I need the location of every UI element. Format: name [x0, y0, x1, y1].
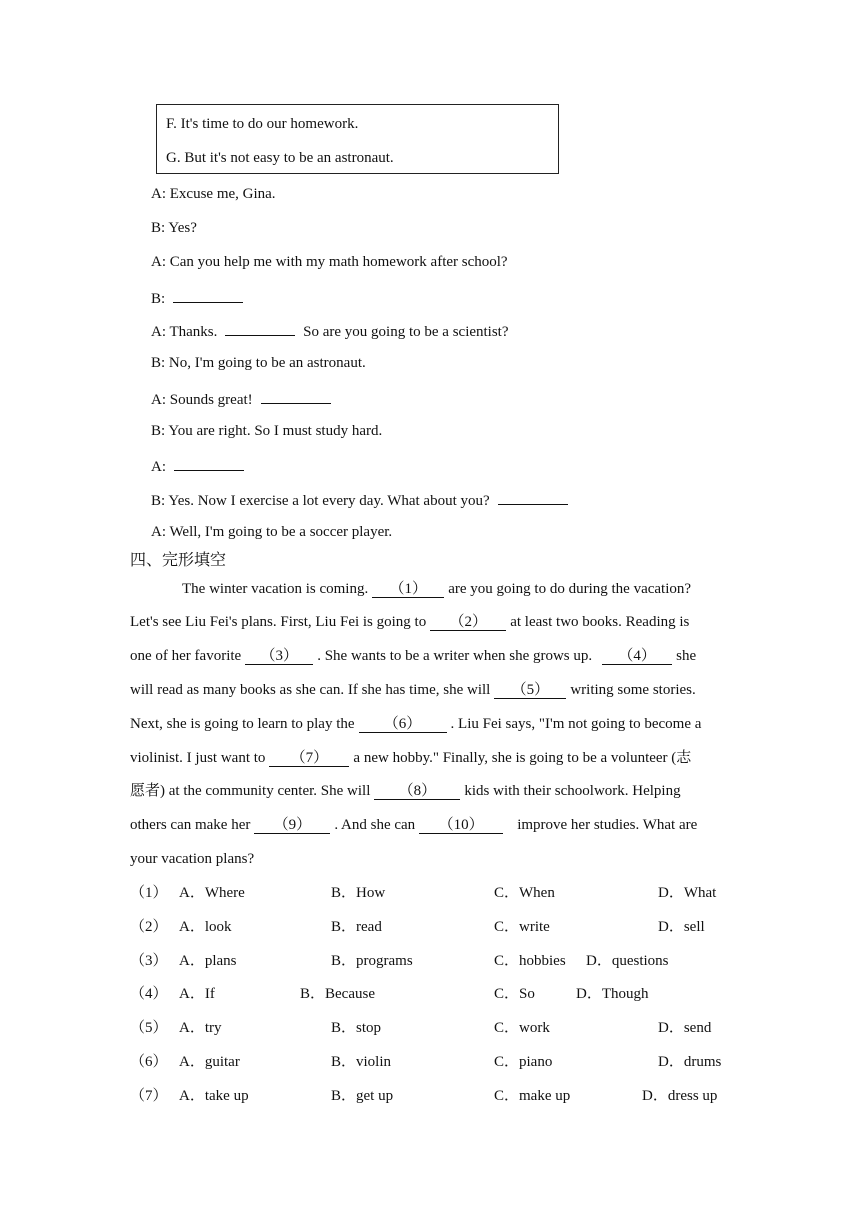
cloze-blank-6[interactable]: （6）	[359, 716, 447, 733]
cloze-blank-1[interactable]: （1）	[372, 581, 444, 598]
passage-line: one of her favorite （3） . She wants to be a writer when she grows up. （4） she	[130, 648, 697, 664]
choice-b[interactable]: B．read	[331, 919, 382, 935]
choice-c[interactable]: C．piano	[494, 1054, 553, 1070]
answer-blank[interactable]	[225, 320, 295, 336]
choice-d[interactable]: D．questions	[586, 953, 669, 969]
cloze-blank-5[interactable]: （5）	[494, 682, 566, 699]
dialogue-line: B: Yes?	[151, 220, 197, 236]
passage-line: 愿者) at the community center. She will （8） kids with their schoolwork. Helping	[130, 783, 681, 799]
cloze-blank-7[interactable]: （7）	[269, 750, 349, 767]
passage-line: others can make her （9） . And she can （10） improve her studies. What are	[130, 817, 698, 833]
dialogue-line: A: Thanks. So are you going to be a scientist?	[151, 320, 509, 341]
cloze-blank-8[interactable]: （8）	[374, 783, 460, 800]
dialogue-line: B: Yes. Now I exercise a lot every day. What about you?	[151, 489, 572, 510]
answer-blank[interactable]	[261, 388, 331, 404]
section-title: 四、完形填空	[130, 550, 227, 569]
dialogue-line: B: No, I'm going to be an astronaut.	[151, 355, 366, 371]
choice-a[interactable]: A．Where	[179, 885, 245, 901]
choice-b[interactable]: B．Because	[300, 986, 375, 1002]
choice-c[interactable]: C．When	[494, 885, 555, 901]
choice-c[interactable]: C．make up	[494, 1088, 571, 1104]
passage-line: violinist. I just want to （7） a new hobby." Finally, she is going to be a volunteer (志	[130, 750, 692, 766]
dialogue-line: A: Well, I'm going to be a soccer player.	[151, 524, 393, 540]
cloze-blank-4[interactable]: （4）	[602, 648, 672, 665]
question-number: （2）	[130, 919, 168, 935]
choice-d[interactable]: D．What	[658, 885, 717, 901]
choice-d[interactable]: D．dress up	[642, 1088, 718, 1104]
question-number: （7）	[130, 1088, 168, 1104]
choice-a[interactable]: A．plans	[179, 953, 237, 969]
choice-a[interactable]: A．If	[179, 986, 215, 1002]
choice-d[interactable]: D．send	[658, 1020, 712, 1036]
passage-line: Let's see Liu Fei's plans. First, Liu Fei is going to （2） at least two books. Reading is	[130, 614, 690, 630]
dialogue-line: B: You are right. So I must study hard.	[151, 423, 383, 439]
choice-a[interactable]: A．try	[179, 1020, 222, 1036]
answer-blank[interactable]	[498, 489, 568, 505]
choice-b[interactable]: B．get up	[331, 1088, 394, 1104]
cloze-blank-9[interactable]: （9）	[254, 817, 330, 834]
dialogue-line: A:	[151, 455, 248, 476]
choice-a[interactable]: A．take up	[179, 1088, 249, 1104]
question-number: （6）	[130, 1054, 168, 1070]
dialogue-line: A: Can you help me with my math homework after school?	[151, 254, 508, 270]
passage-line: The winter vacation is coming. （1） are you going to do during the vacation?	[182, 581, 692, 597]
choice-c[interactable]: C．So	[494, 986, 535, 1002]
question-number: （3）	[130, 953, 168, 969]
choice-a[interactable]: A．guitar	[179, 1054, 240, 1070]
choice-c[interactable]: C．hobbies	[494, 953, 566, 969]
dialogue-line: B:	[151, 287, 247, 308]
choice-b[interactable]: B．How	[331, 885, 386, 901]
option-g: G. But it's not easy to be an astronaut.	[166, 150, 394, 166]
cloze-blank-10[interactable]: （10）	[419, 817, 503, 834]
passage-line: your vacation plans?	[130, 851, 255, 867]
question-number: （5）	[130, 1020, 168, 1036]
cloze-blank-2[interactable]: （2）	[430, 614, 506, 631]
choice-d[interactable]: D．drums	[658, 1054, 722, 1070]
choice-d[interactable]: D．Though	[576, 986, 649, 1002]
choice-b[interactable]: B．stop	[331, 1020, 382, 1036]
question-number: （4）	[130, 986, 168, 1002]
passage-line: will read as many books as she can. If she has time, she will （5） writing some stories.	[130, 682, 696, 698]
choice-d[interactable]: D．sell	[658, 919, 705, 935]
dialogue-line: A: Sounds great!	[151, 388, 335, 409]
cloze-blank-3[interactable]: （3）	[245, 648, 313, 665]
option-f: F. It's time to do our homework.	[166, 116, 359, 132]
answer-blank[interactable]	[174, 455, 244, 471]
question-number: （1）	[130, 885, 168, 901]
choice-a[interactable]: A．look	[179, 919, 232, 935]
passage-line: Next, she is going to learn to play the （6） . Liu Fei says, "I'm not going to become a	[130, 716, 702, 732]
dialogue-line: A: Excuse me, Gina.	[151, 186, 276, 202]
choice-b[interactable]: B．programs	[331, 953, 413, 969]
answer-blank[interactable]	[173, 287, 243, 303]
choice-c[interactable]: C．write	[494, 919, 550, 935]
choice-c[interactable]: C．work	[494, 1020, 550, 1036]
choice-b[interactable]: B．violin	[331, 1054, 392, 1070]
